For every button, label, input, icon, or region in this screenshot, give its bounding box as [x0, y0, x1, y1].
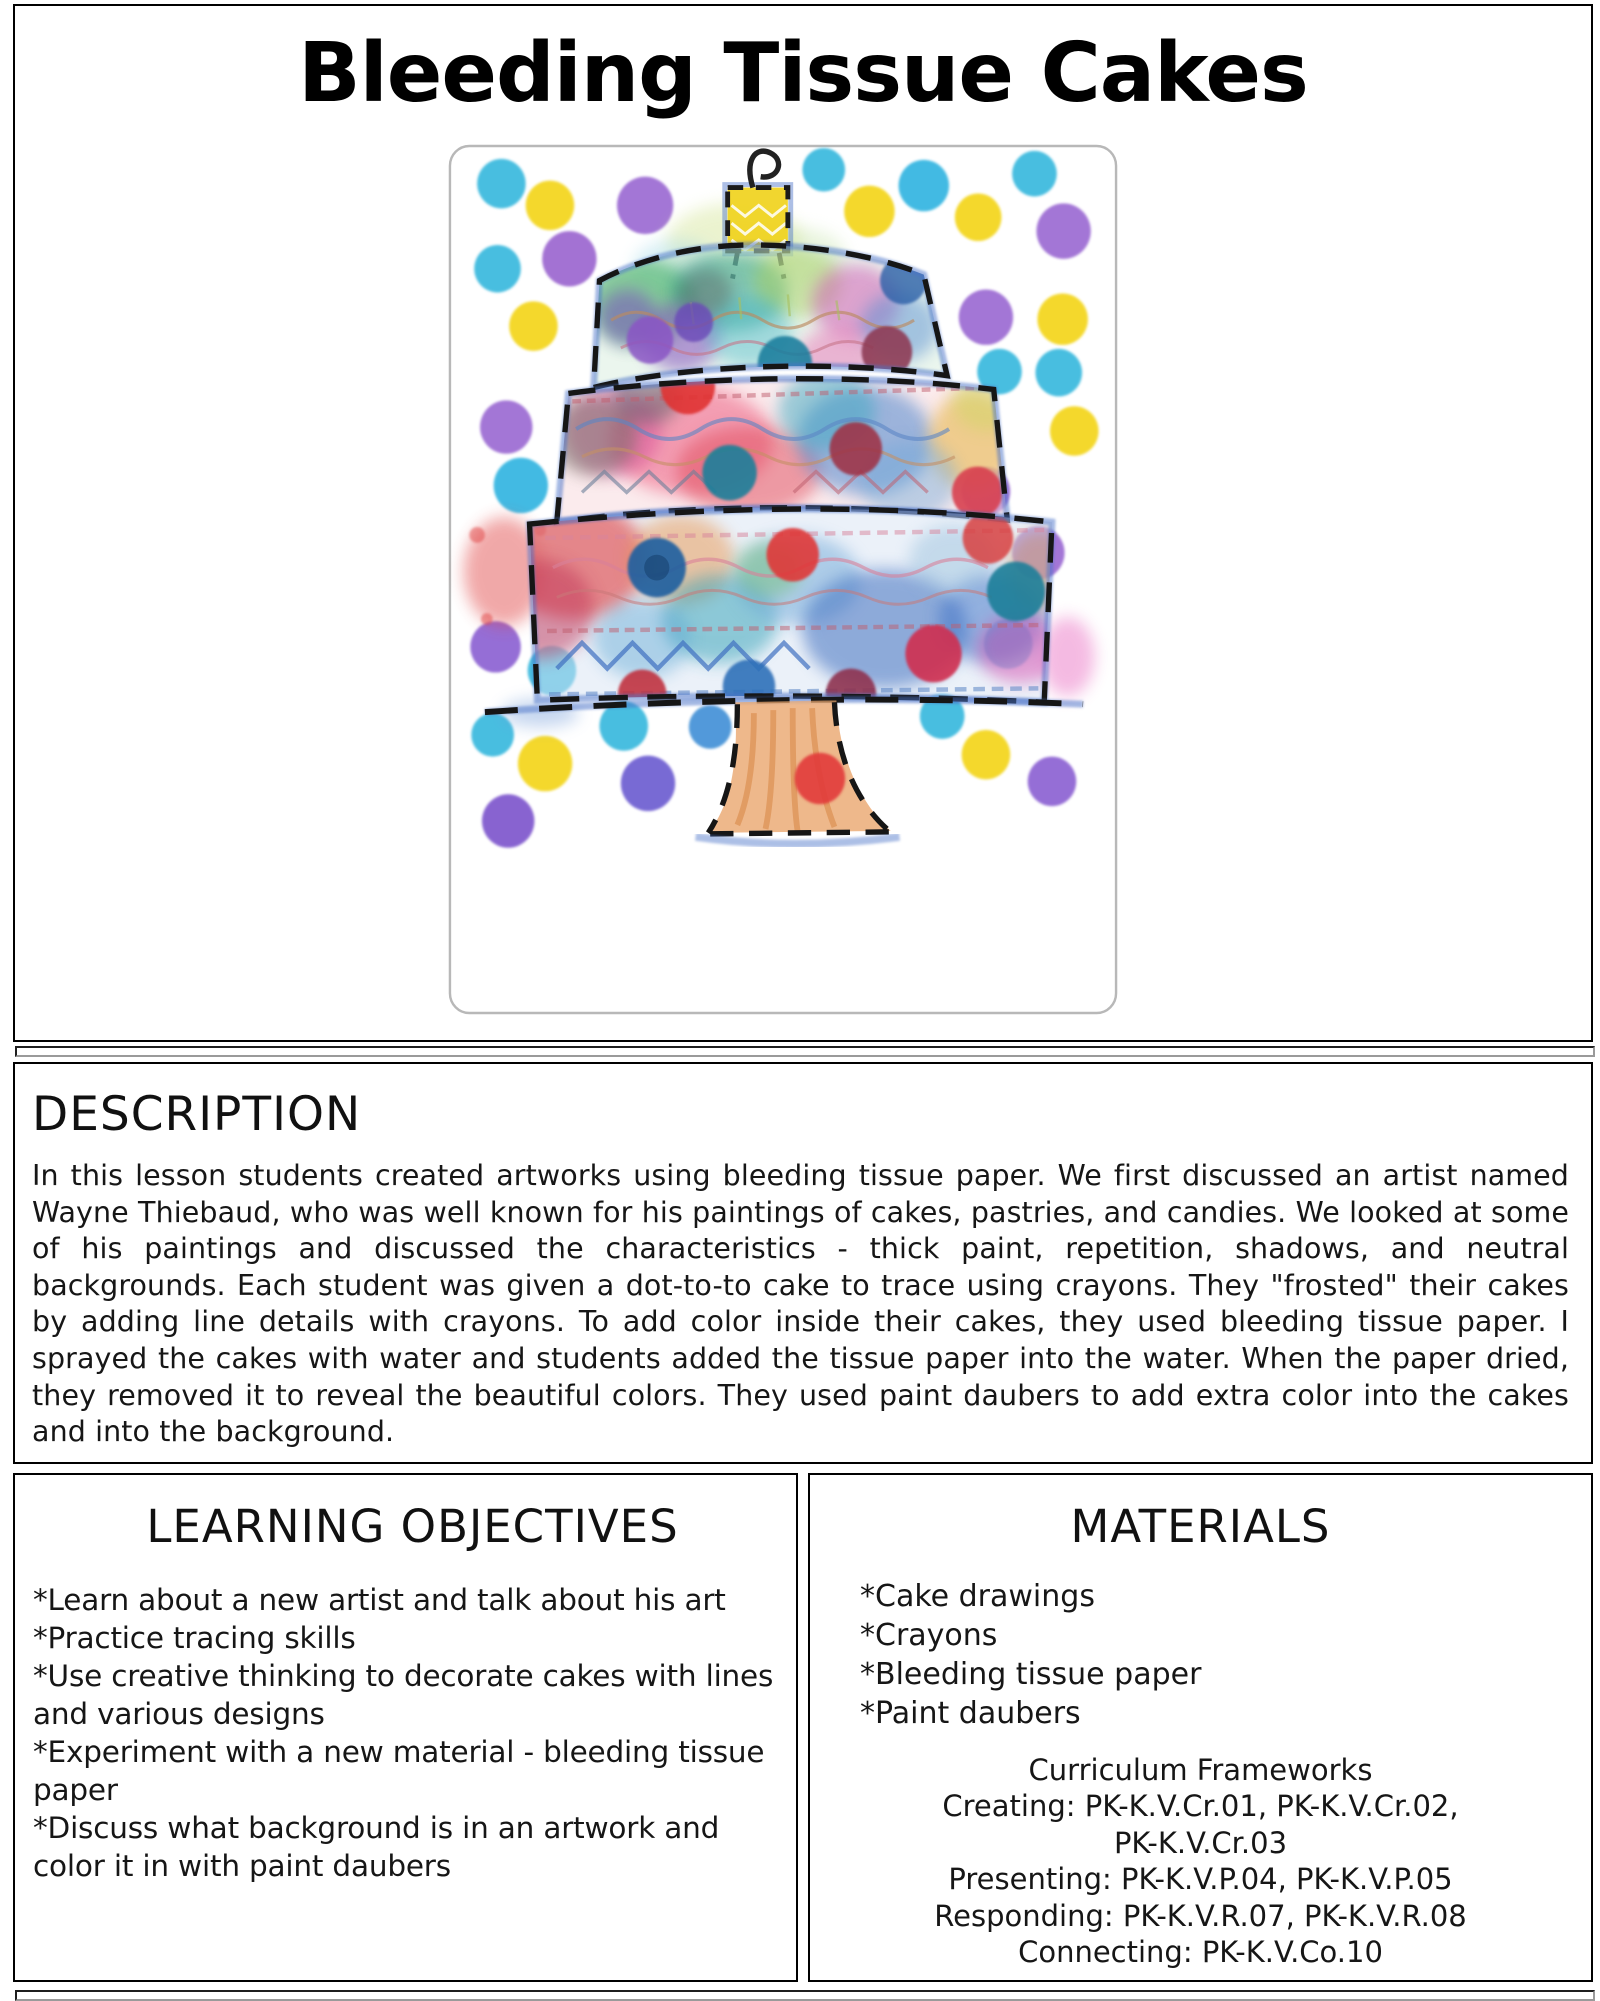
cake-artwork-image — [448, 144, 1118, 1015]
objective-item: *Experiment with a new material - bleeding tissue paper — [33, 1734, 765, 1807]
stand-red-dot — [795, 753, 845, 804]
objectives-list — [33, 1581, 792, 1885]
framework-line: Presenting: PK-K.V.P.04, PK-K.V.P.05 — [948, 1862, 1453, 1897]
description-section — [13, 1062, 1593, 1464]
learning-objectives-heading: LEARNING OBJECTIVES — [146, 1500, 679, 1553]
objective-item: *Learn about a new artist and talk about his art — [33, 1582, 726, 1617]
framework-line: Connecting: PK-K.V.Co.10 — [1018, 1935, 1383, 1970]
cake-artwork-svg — [448, 144, 1118, 1015]
page-title: Bleeding Tissue Cakes — [298, 26, 1308, 121]
curriculum-frameworks — [820, 1752, 1581, 1971]
objective-item: *Practice tracing skills — [33, 1620, 356, 1655]
materials-list — [820, 1577, 1581, 1733]
materials-section — [808, 1473, 1593, 1982]
material-item: *Bleeding tissue paper — [860, 1656, 1202, 1692]
section-divider-top — [15, 1046, 1595, 1057]
header-section — [13, 4, 1593, 1042]
objective-item: *Use creative thinking to decorate cakes with lines and various designs — [33, 1658, 774, 1731]
framework-line: Creating: PK-K.V.Cr.01, PK-K.V.Cr.02, — [942, 1789, 1459, 1824]
objective-item: *Discuss what background is in an artwork and color it in with paint daubers — [33, 1810, 720, 1883]
framework-line: Responding: PK-K.V.R.07, PK-K.V.R.08 — [934, 1898, 1467, 1933]
description-heading: DESCRIPTION — [32, 1087, 362, 1142]
curriculum-frameworks-title: Curriculum Frameworks — [1028, 1752, 1373, 1787]
framework-line: PK-K.V.Cr.03 — [1113, 1825, 1288, 1860]
cake-tier-middle — [550, 359, 1021, 530]
section-divider-bottom — [15, 1990, 1595, 2001]
material-item: *Cake drawings — [860, 1578, 1095, 1614]
description-body: In this lesson students created artworks using bleeding tissue paper. We first discussed an artist named Wayne Thiebaud, who was well known for his paintings of cakes, pastries, and candies. We looked at some of his paintings and discussed the characteristics - thick paint, repetition, shadows, and neutral backgrounds. Each student was given a dot-to-to cake to trace using crayons. They "frosted" their cakes by adding line details with crayons. To add color inside their cakes, they used bleeding tissue paper. I sprayed the cakes with water and students added the tissue paper into the water. When the paper dried, they removed it to reveal the beautiful colors. They used paint daubers to add extra color into the cakes and into the background. — [32, 1159, 1569, 1449]
material-item: *Crayons — [860, 1617, 998, 1653]
learning-objectives-section — [13, 1473, 798, 1982]
cake-tier-bottom — [487, 500, 1074, 720]
material-item: *Paint daubers — [860, 1695, 1081, 1731]
materials-heading: MATERIALS — [1070, 1500, 1331, 1553]
curriculum-frameworks-lines — [820, 1788, 1581, 1971]
